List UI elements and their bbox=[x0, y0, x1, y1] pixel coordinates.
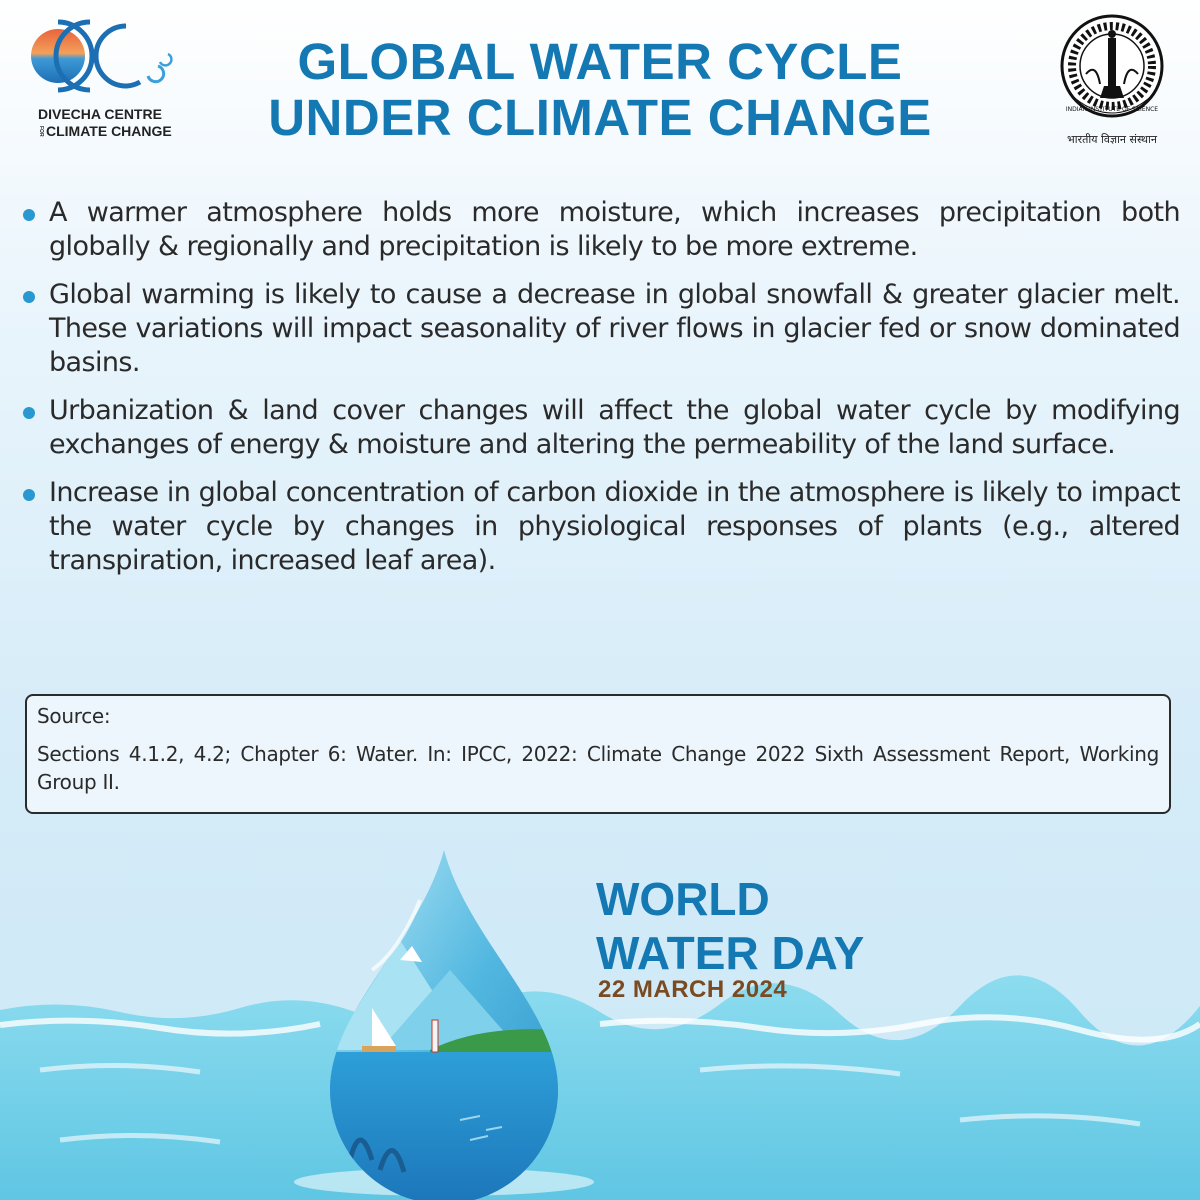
bullet-dot-icon bbox=[23, 489, 35, 501]
bullet-dot-icon bbox=[23, 209, 35, 221]
bullet-item: A warmer atmosphere holds more moisture, which increases precipitation both globally & regionally and precipitation is likely to be more extreme. bbox=[18, 196, 1180, 264]
iisc-ring-text: INDIAN INSTITUTE OF SCIENCE bbox=[1065, 106, 1159, 113]
org-left-line1: DIVECHA CENTRE bbox=[38, 106, 162, 122]
title-line1: GLOBAL WATER CYCLE bbox=[297, 33, 903, 90]
divecha-logo-icon bbox=[28, 14, 178, 104]
source-text: Sections 4.1.2, 4.2; Chapter 6: Water. In: IPCC, 2022: Climate Change 2022 Sixth Assessment Report, Working Group II. bbox=[37, 742, 1159, 794]
bullet-item: Global warming is likely to cause a decrease in global snowfall & greater glacier melt. These variations will impact seasonality of river flows in glacier fed or snow dominated basins. bbox=[18, 278, 1180, 380]
org-left-for: FOR bbox=[38, 126, 44, 137]
event-line1: WORLD bbox=[596, 873, 770, 925]
iisc-emblem-icon bbox=[1056, 14, 1168, 130]
title-line2: UNDER CLIMATE CHANGE bbox=[268, 89, 932, 146]
event-line2: WATER DAY bbox=[596, 927, 865, 979]
iisc-hindi-name: भारतीय विज्ञान संस्थान bbox=[1066, 133, 1158, 146]
divecha-centre-logo bbox=[28, 14, 178, 144]
bullet-item: Increase in global concentration of carbon dioxide in the atmosphere is likely to impact the water cycle by changes in physiological responses of plants (e.g., altered transpiration, increased leaf area). bbox=[18, 476, 1180, 578]
source-box bbox=[25, 694, 1171, 814]
event-title bbox=[596, 872, 864, 980]
bullet-dot-icon bbox=[23, 407, 35, 419]
bullet-list bbox=[18, 196, 1180, 592]
org-left-line2: CLIMATE CHANGE bbox=[46, 123, 172, 139]
bullet-item: Urbanization & land cover changes will affect the global water cycle by modifying exchanges of energy & moisture and altering the permeability of the land surface. bbox=[18, 394, 1180, 462]
page-title bbox=[240, 34, 960, 146]
iisc-logo bbox=[1056, 14, 1168, 148]
bullet-dot-icon bbox=[23, 291, 35, 303]
sea-surface bbox=[0, 975, 1200, 1200]
event-date: 22 MARCH 2024 bbox=[598, 976, 788, 1003]
source-label: Source: bbox=[37, 704, 111, 728]
